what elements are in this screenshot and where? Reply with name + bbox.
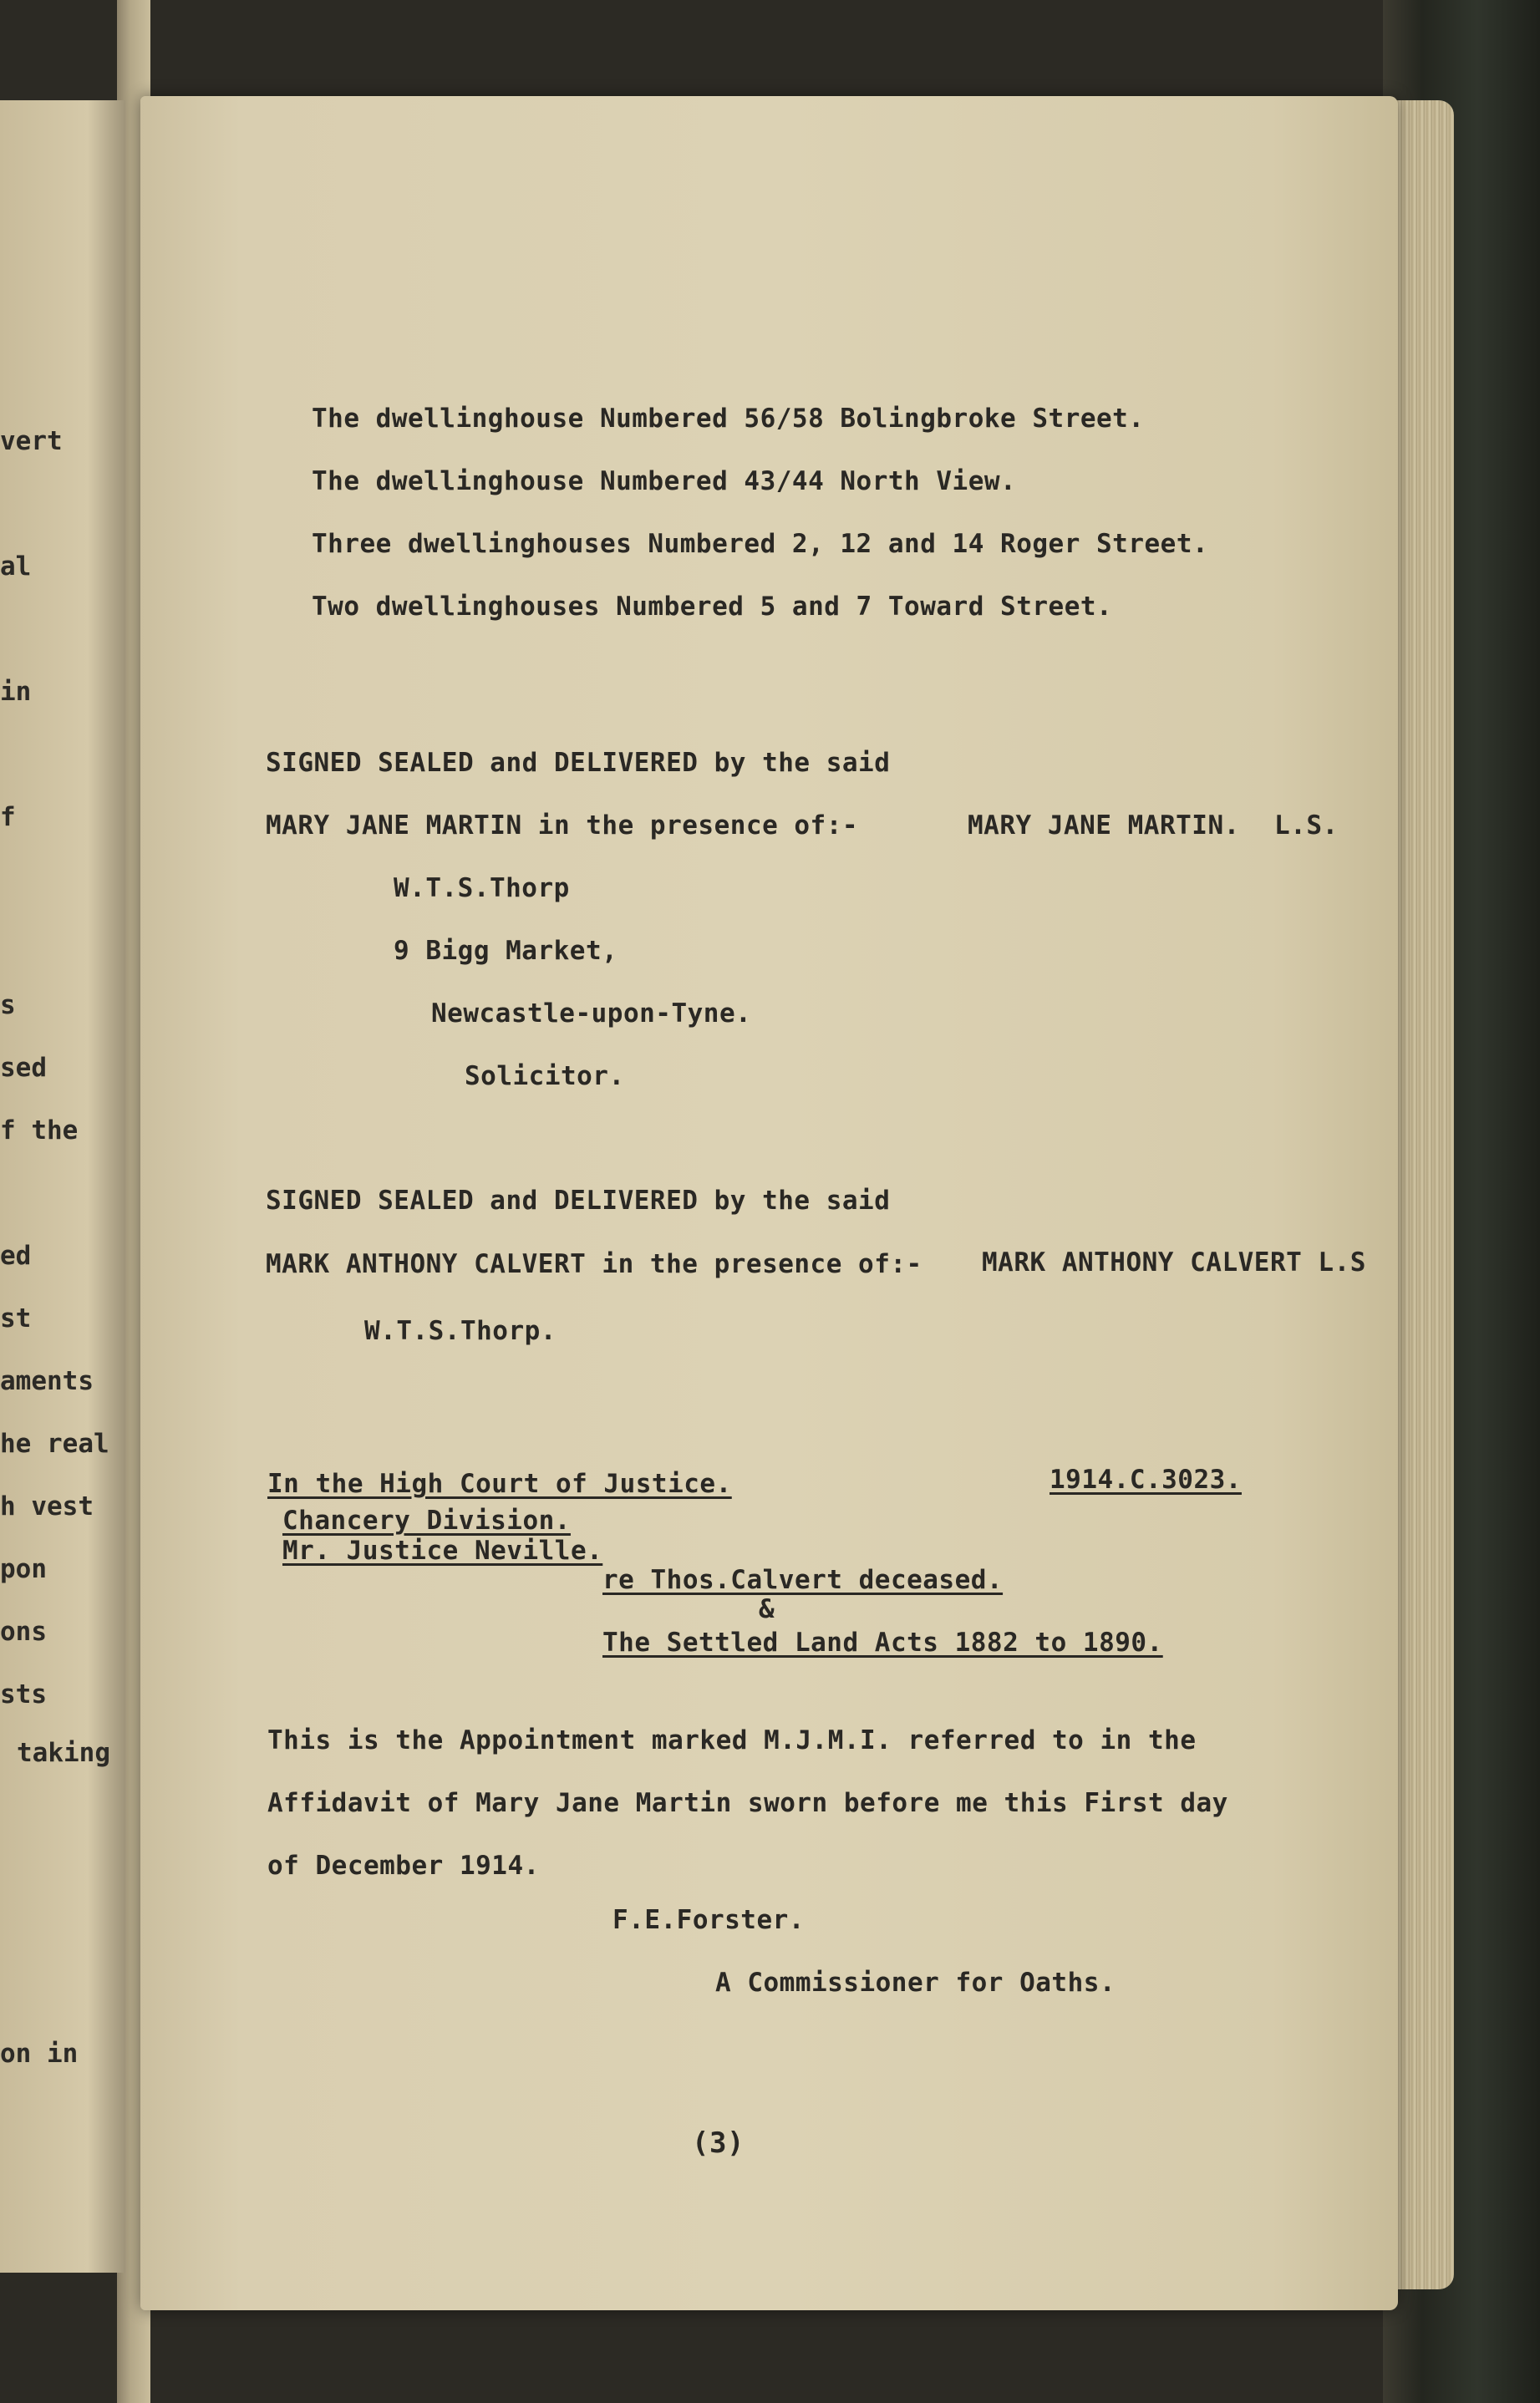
presence-clause: MARK ANTHONY CALVERT in the presence of:-	[266, 1249, 922, 1279]
property-line: The dwellinghouse Numbered 56/58 Bolingbroke Street.	[312, 404, 1145, 434]
signatory-name: MARK ANTHONY CALVERT L.S	[982, 1247, 1366, 1278]
property-line: The dwellinghouse Numbered 43/44 North View.	[312, 466, 1017, 496]
left-page-fragment: on in	[0, 2039, 79, 2069]
witness-address: Newcastle-upon-Tyne.	[431, 998, 752, 1029]
affidavit-text: of December 1914.	[267, 1851, 540, 1881]
property-line: Two dwellinghouses Numbered 5 and 7 Toward Street.	[312, 592, 1113, 622]
left-page	[0, 100, 125, 2273]
left-page-fragment: f the	[0, 1115, 79, 1146]
signed-sealed-clause: SIGNED SEALED and DELIVERED by the said	[266, 748, 891, 778]
page-number: (3)	[692, 2126, 745, 2160]
witness-address: 9 Bigg Market,	[394, 936, 618, 966]
seal-mark: L.S.	[1274, 810, 1339, 841]
presence-clause: MARY JANE MARTIN in the presence of:-	[266, 810, 859, 841]
left-page-fragment: ed	[0, 1241, 32, 1271]
left-page-fragment: in	[0, 677, 32, 707]
court-name: In the High Court of Justice.	[267, 1469, 732, 1499]
document-page	[140, 96, 1398, 2310]
left-page-fragment: sed	[0, 1053, 47, 1083]
commissioner-title: A Commissioner for Oaths.	[715, 1968, 1116, 1998]
affidavit-text: Affidavit of Mary Jane Martin sworn before me this First day	[267, 1788, 1228, 1818]
left-page-fragment: ons	[0, 1617, 47, 1647]
ampersand: &	[759, 1594, 775, 1624]
witness-name: W.T.S.Thorp.	[364, 1316, 557, 1346]
affidavit-text: This is the Appointment marked M.J.M.I. referred to in the	[267, 1725, 1197, 1755]
left-page-fragment: taking	[17, 1738, 110, 1768]
court-division: Chancery Division.	[282, 1506, 571, 1536]
left-page-fragment: s	[0, 990, 16, 1020]
signatory-name: MARY JANE MARTIN.	[968, 810, 1240, 841]
case-number: 1914.C.3023.	[1050, 1465, 1242, 1495]
left-page-fragment: pon	[0, 1554, 47, 1584]
left-page-fragment: f	[0, 802, 16, 832]
witness-name: W.T.S.Thorp	[394, 873, 570, 903]
court-judge: Mr. Justice Neville.	[282, 1536, 603, 1566]
left-page-fragment: al	[0, 551, 32, 582]
property-line: Three dwellinghouses Numbered 2, 12 and 14 Roger Street.	[312, 529, 1209, 559]
left-page-fragment: aments	[0, 1366, 94, 1396]
left-page-fragment: h vest	[0, 1491, 94, 1522]
signed-sealed-clause: SIGNED SEALED and DELIVERED by the said	[266, 1186, 891, 1216]
left-page-fragment: st	[0, 1303, 32, 1334]
witness-occupation: Solicitor.	[465, 1061, 625, 1091]
left-page-fragment: he real	[0, 1429, 109, 1459]
acts-title: The Settled Land Acts 1882 to 1890.	[602, 1628, 1163, 1658]
left-page-fragment: sts	[0, 1679, 47, 1710]
left-page-fragment: vert	[0, 426, 63, 456]
commissioner-name: F.E.Forster.	[612, 1905, 805, 1935]
matter-title: re Thos.Calvert deceased.	[602, 1565, 1004, 1595]
